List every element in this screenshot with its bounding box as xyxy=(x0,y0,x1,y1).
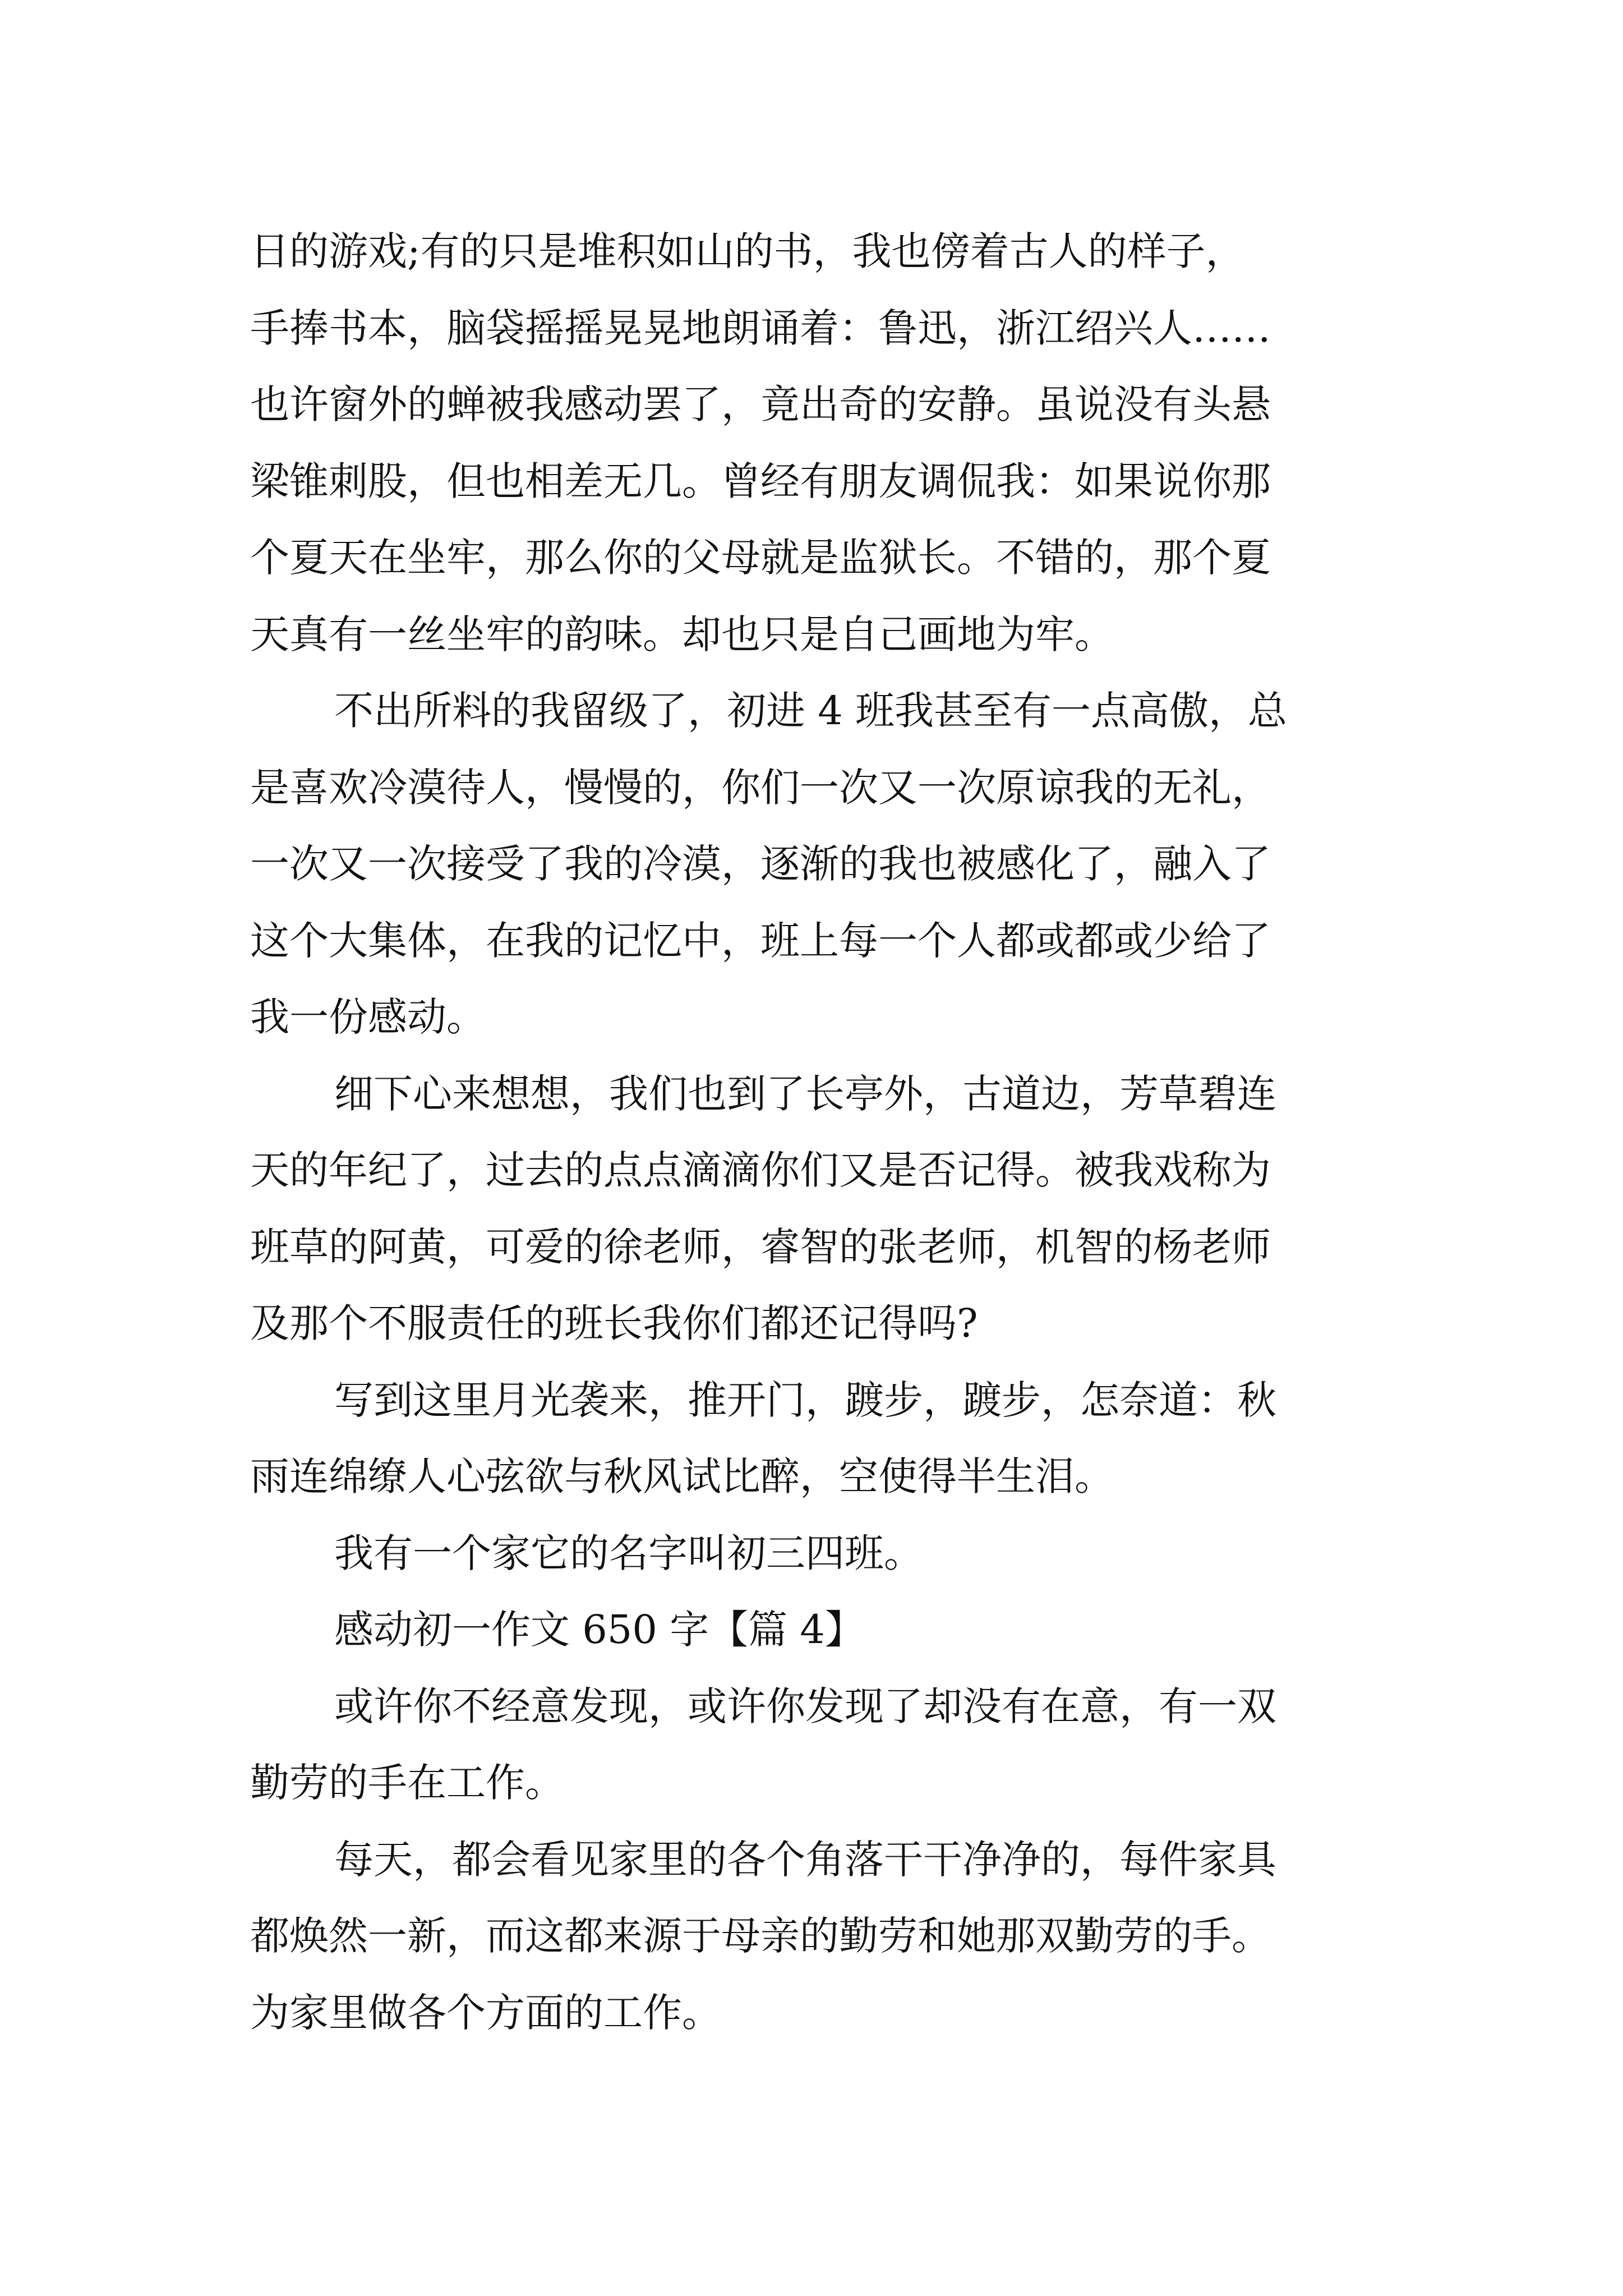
text-line: 雨连绵缭人心弦欲与秋风试比醉，空使得半生泪。 xyxy=(250,1453,1114,1499)
paragraph-first-line: 不出所料的我留级了，初进 4 班我甚至有一点高傲，总 xyxy=(334,688,1288,734)
paragraph-first-line: 或许你不经意发现，或许你发现了却没有在意，有一双 xyxy=(334,1683,1276,1729)
text-line: 一次又一次接受了我的冷漠，逐渐的我也被感化了，融入了 xyxy=(250,841,1271,887)
section-heading: 感动初一作文 650 字【篇 4】 xyxy=(334,1607,864,1653)
text-line: 都焕然一新，而这都来源于母亲的勤劳和她那双勤劳的手。 xyxy=(250,1913,1271,1959)
text-line: 是喜欢冷漠待人，慢慢的，你们一次又一次原谅我的无礼， xyxy=(250,764,1271,811)
text-line: 及那个不服责任的班长我你们都还记得吗? xyxy=(250,1300,978,1346)
text-line: 天真有一丝坐牢的韵味。却也只是自己画地为牢。 xyxy=(250,611,1114,657)
text-line: 梁锥刺股，但也相差无几。曾经有朋友调侃我：如果说你那 xyxy=(250,458,1271,504)
text-line: 勤劳的手在工作。 xyxy=(250,1760,564,1806)
paragraph-first-line: 细下心来想想，我们也到了长亭外，古道边，芳草碧连 xyxy=(334,1070,1276,1117)
text-line: 这个大集体，在我的记忆中，班上每一个人都或都或少给了 xyxy=(250,917,1271,964)
text-line: 天的年纪了，过去的点点滴滴你们又是否记得。被我戏称为 xyxy=(250,1147,1271,1193)
body-text xyxy=(250,213,1411,2051)
paragraph-first-line: 写到这里月光袭来，推开门，踱步，踱步，怎奈道：秋 xyxy=(334,1377,1276,1423)
text-line: 班草的阿黄，可爱的徐老师，睿智的张老师，机智的杨老师 xyxy=(250,1223,1271,1270)
text-line: 个夏天在坐牢，那么你的父母就是监狱长。不错的，那个夏 xyxy=(250,535,1271,581)
paragraph-first-line: 每天，都会看见家里的各个角落干干净净的，每件家具 xyxy=(334,1836,1276,1883)
text-line: 手捧书本，脑袋摇摇晃晃地朗诵着：鲁迅，浙江绍兴人…… xyxy=(250,305,1271,351)
text-line: 也许窗外的蝉被我感动罢了，竟出奇的安静。虽说没有头悬 xyxy=(250,381,1271,427)
text-line: 为家里做各个方面的工作。 xyxy=(250,1989,721,2036)
text-line: 日的游戏;有的只是堆积如山的书，我也傍着古人的样子， xyxy=(250,228,1245,274)
paragraph-first-line: 我有一个家它的名字叫初三四班。 xyxy=(334,1530,923,1576)
text-line: 我一份感动。 xyxy=(250,994,486,1040)
